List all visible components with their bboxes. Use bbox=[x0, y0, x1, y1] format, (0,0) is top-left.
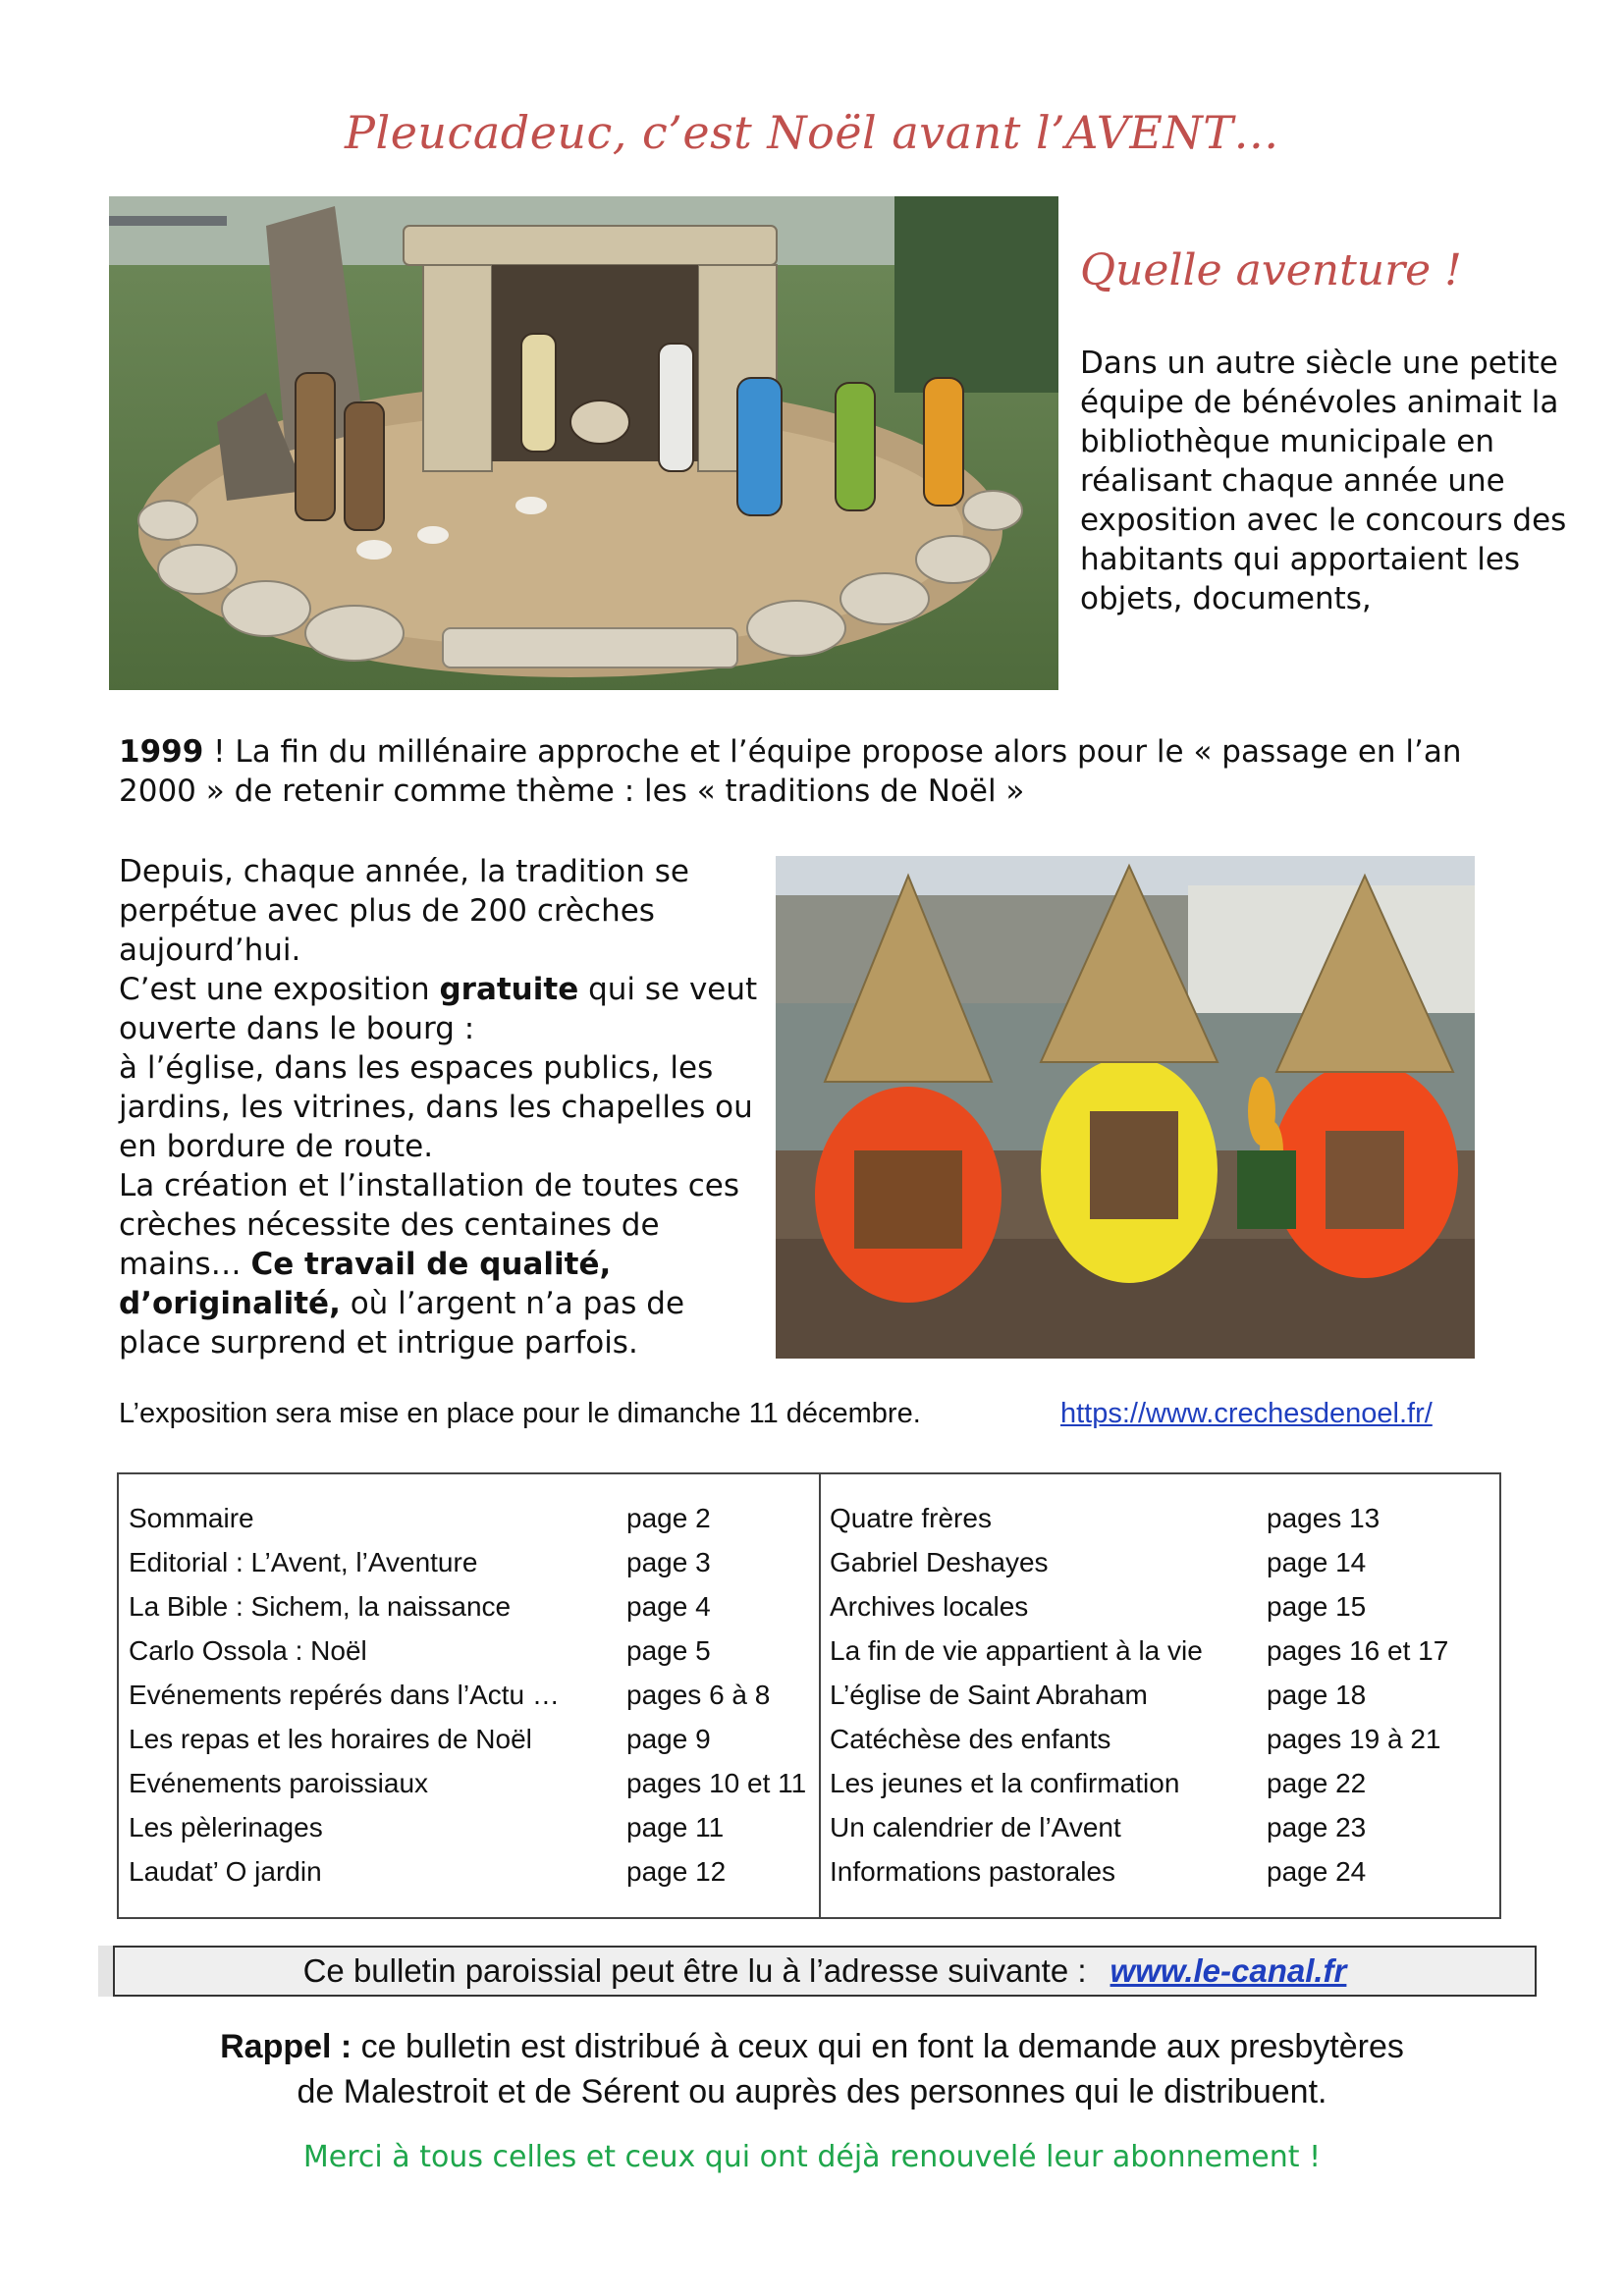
toc-right-column bbox=[830, 1496, 1497, 1894]
intro-paragraph: Dans un autre siècle une petite équipe de bénévoles animait la bibliothèque municipale en réalisant chaque année une exposition avec le concours des habitants qui apportaient les objets, documents, bbox=[1080, 346, 1567, 616]
toc-row: L’église de Saint Abraham page 18 bbox=[830, 1680, 1367, 1710]
toc-row: Archives locales page 15 bbox=[830, 1591, 1367, 1622]
toc-row: Catéchèse des enfants pages 19 à 21 bbox=[830, 1724, 1441, 1754]
toc-row: Les repas et les horaires de Noël page 9 bbox=[129, 1724, 711, 1754]
toc-left-column bbox=[129, 1496, 816, 1894]
table-of-contents bbox=[117, 1472, 1501, 1919]
rappel-label: Rappel : bbox=[220, 2028, 352, 2065]
nativity-stone-photo bbox=[109, 196, 1058, 690]
rappel-line-1: ce bulletin est distribué à ceux qui en font la demande aux presbytères bbox=[352, 2028, 1404, 2065]
toc-row: Evénements paroissiaux pages 10 et 11 bbox=[129, 1768, 807, 1798]
toc-row: Un calendrier de l’Avent page 23 bbox=[830, 1812, 1367, 1842]
toc-row: Editorial : L’Avent, l’Aventure page 3 bbox=[129, 1547, 711, 1577]
lantern-creche-photo bbox=[776, 856, 1475, 1359]
toc-row: La fin de vie appartient à la vie pages 16 et 17 bbox=[830, 1635, 1449, 1666]
toc-row: Evénements repérés dans l’Actu … pages 6 à 8 bbox=[129, 1680, 771, 1710]
section-subtitle: Quelle aventure ! bbox=[1080, 245, 1462, 295]
tradition-text-2: C’est une exposition gratuite qui se veut ouverte dans le bourg : bbox=[119, 972, 758, 1046]
toc-row: Quatre frères pages 13 bbox=[830, 1503, 1380, 1533]
toc-row: Laudat’ O jardin page 12 bbox=[129, 1856, 727, 1887]
tradition-paragraph bbox=[119, 852, 767, 1362]
toc-row: Informations pastorales page 24 bbox=[830, 1856, 1367, 1887]
toc-row: Sommaire page 2 bbox=[129, 1503, 711, 1533]
year-1999: 1999 bbox=[119, 734, 204, 770]
page-title: Pleucadeuc, c’est Noël avant l’AVENT… bbox=[345, 106, 1279, 159]
banner-text: Ce bulletin paroissial peut être lu à l’adresse suivante : bbox=[302, 1952, 1087, 1989]
tradition-text-1: Depuis, chaque année, la tradition se perpétue avec plus de 200 crèches aujourd’hui. bbox=[119, 854, 689, 968]
toc-row: Les pèlerinages page 11 bbox=[129, 1812, 725, 1842]
thank-you-note: Merci à tous celles et ceux qui ont déjà renouvelé leur abonnement ! bbox=[302, 2140, 1322, 2174]
toc-row: La Bible : Sichem, la naissance page 4 bbox=[129, 1591, 711, 1622]
banner-shadow bbox=[98, 1946, 113, 1997]
rappel-notice bbox=[0, 2024, 1624, 2114]
crechesdenoel-link[interactable]: https://www.crechesdenoel.fr/ bbox=[1060, 1398, 1433, 1429]
toc-row: Gabriel Deshayes page 14 bbox=[830, 1547, 1367, 1577]
paragraph-1999-text: ! La fin du millénaire approche et l’équipe propose alors pour le « passage en l’an 2000 » de retenir comme thème : les « traditions de Noël » bbox=[119, 734, 1462, 809]
toc-divider bbox=[819, 1474, 821, 1917]
tradition-text-4: La création et l’installation de toutes ces crèches nécessite des centaines de mains… Ce travail de qualité, d’originalité, où l’argent n’a pas de place surprend et intrigue parfois. bbox=[119, 1168, 739, 1361]
tradition-text-3: à l’église, dans les espaces publics, les jardins, les vitrines, dans les chapelles ou en bordure de route. bbox=[119, 1050, 753, 1164]
paragraph-1999 bbox=[119, 732, 1513, 811]
toc-row: Carlo Ossola : Noël page 5 bbox=[129, 1635, 711, 1666]
online-bulletin-banner bbox=[113, 1946, 1537, 1997]
le-canal-link[interactable]: www.le-canal.fr bbox=[1110, 1952, 1347, 1989]
toc-row: Les jeunes et la confirmation page 22 bbox=[830, 1768, 1367, 1798]
rappel-line-2: de Malestroit et de Sérent ou auprès des personnes qui le distribuent. bbox=[297, 2073, 1327, 2110]
exposition-date: L’exposition sera mise en place pour le dimanche 11 décembre. bbox=[119, 1398, 921, 1429]
